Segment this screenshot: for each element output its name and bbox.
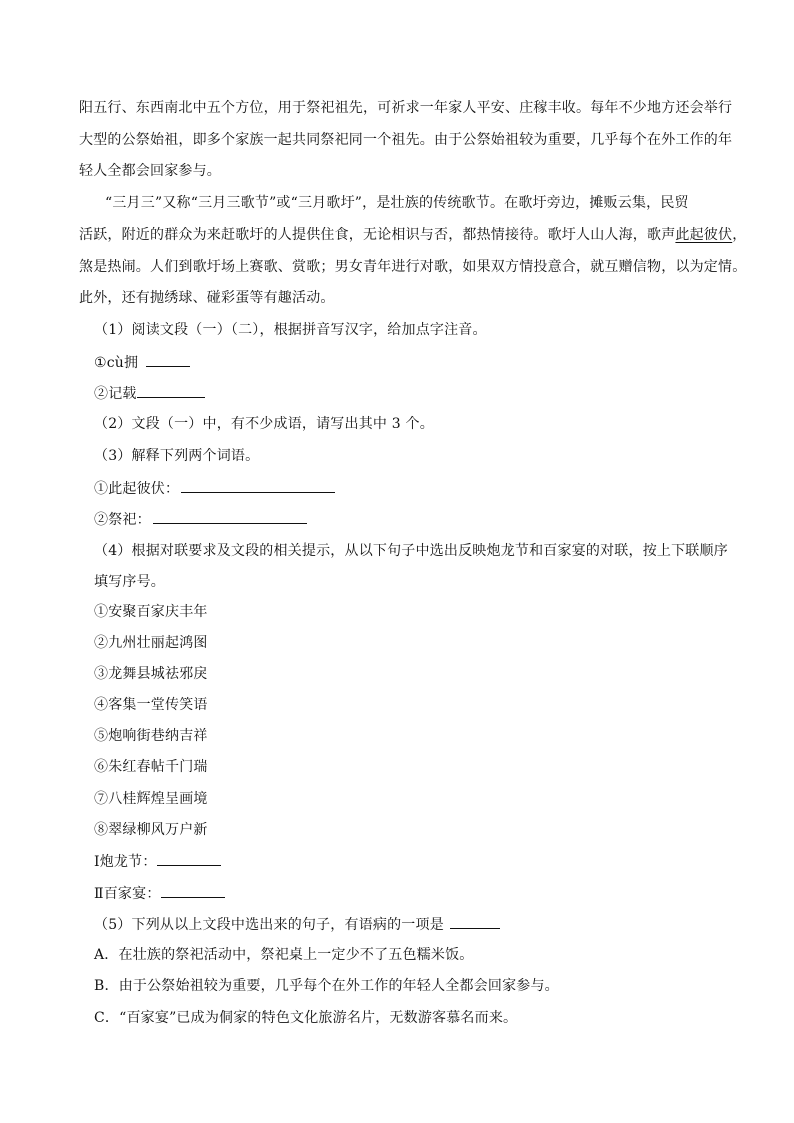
answer-blank[interactable] <box>137 383 205 398</box>
question-4-cont: 填写序号。 <box>94 574 165 590</box>
answer-baijiayan <box>94 883 225 904</box>
option-c: C．“百家宴”已成为侗家的特色文化旅游名片，无数游客慕名而来。 <box>94 1010 518 1026</box>
passage-text: 活跃，附近的群众为来赶歌圩的人提供住食，无论相识与否，都热情接待。歌圩人山人海，歌声 <box>79 227 676 243</box>
question-4: （4）根据对联要求及文段的相关提示，从以下句子中选出反映炮龙节和百家宴的对联，按上下联顺序 <box>94 543 728 559</box>
answer-blank[interactable] <box>157 851 221 866</box>
answer-blank[interactable] <box>161 883 225 898</box>
passage-line: “三月三”又称“三月三歌节”或“三月歌圩”，是壮族的传统歌节。在歌圩旁边，摊贩云集，民贸 <box>105 195 689 211</box>
passage-line: 大型的公祭始祖，即多个家族一起共同祭祀同一个祖先。由于公祭始祖较为重要，几乎每个在外工作的年 <box>79 132 733 148</box>
couplet-option: ⑤炮响街巷纳吉祥 <box>94 728 208 744</box>
passage-text: ， <box>732 227 747 243</box>
couplet-option: ⑧翠绿柳风万户新 <box>94 822 208 838</box>
passage-line: 阳五行、东西南北中五个方位，用于祭祀祖先，可祈求一年家人平安、庄稼丰收。每年不少地方还会举行 <box>79 100 733 116</box>
question-1b-label: ②记载 <box>94 386 137 402</box>
question-1: （1）阅读文段（一）（二），根据拼音写汉字，给加点字注音。 <box>94 322 487 338</box>
passage-line-with-underline <box>79 225 746 245</box>
passage-line: 此外，还有抛绣球、碰彩蛋等有趣活动。 <box>79 290 335 306</box>
couplet-option: ②九州壮丽起鸿图 <box>94 635 208 651</box>
answer-blank[interactable] <box>181 478 335 493</box>
answer-paolong <box>94 851 221 872</box>
option-b: B．由于公祭始祖较为重要，几乎每个在外工作的年轻人全都会回家参与。 <box>94 978 559 994</box>
passage-line: 煞是热闹。人们到歌圩场上赛歌、赏歌；男女青年进行对歌，如果双方情投意合，就互赠信物，以为定情。 <box>79 259 747 275</box>
question-2: （2）文段（一）中，有不少成语，请写出其中 3 个。 <box>94 416 434 432</box>
question-1b <box>94 383 205 404</box>
question-3b <box>94 509 307 530</box>
question-5-text: （5）下列从以上文段中选出来的句子，有语病的一项是 <box>94 917 444 933</box>
question-1a <box>94 352 190 373</box>
couplet-option: ③龙舞县城祛邪戾 <box>94 666 208 682</box>
question-1a-label: ①cù拥 <box>94 355 139 371</box>
couplet-option: ①安聚百家庆丰年 <box>94 604 208 620</box>
passage-line: 轻人全都会回家参与。 <box>79 163 221 179</box>
option-a: A．在壮族的祭祀活动中，祭祀桌上一定少不了五色糯米饭。 <box>94 947 474 963</box>
question-3b-label: ②祭祀： <box>94 512 151 528</box>
question-3a-label: ①此起彼伏： <box>94 481 180 497</box>
question-3a <box>94 478 335 499</box>
answer-blank[interactable] <box>153 509 307 524</box>
answer-paolong-label: Ⅰ炮龙节： <box>94 854 157 870</box>
question-3: （3）解释下列两个词语。 <box>94 448 260 464</box>
couplet-option: ④客集一堂传笑语 <box>94 697 208 713</box>
couplet-option: ⑦八桂辉煌呈画境 <box>94 791 208 807</box>
question-5 <box>94 914 500 935</box>
answer-blank[interactable] <box>450 914 500 929</box>
answer-baijiayan-label: Ⅱ百家宴： <box>94 886 161 902</box>
underlined-phrase: 此起彼伏 <box>675 227 733 243</box>
answer-blank[interactable] <box>146 352 190 367</box>
couplet-option: ⑥朱红春帖千门瑞 <box>94 759 208 775</box>
